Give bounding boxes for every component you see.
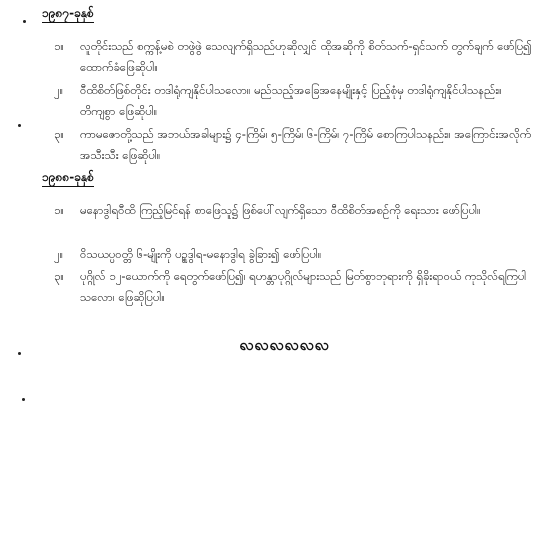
end-ornament: ꩮꩮꩮꩮꩮꩮ	[239, 336, 331, 354]
question-text: မနောဒွါရဝီထိ ကြည့်မြင်ရန် စာဖြေသူ၌ ဖြစ်ပေါ်လျက်ရှိသော ဝီထိစိတ်အစဉ်ကို ရေးသား ဖော်ပြပါ။	[80, 203, 481, 217]
section-year-heading: ၁၉၈၈-ခုနှစ်	[42, 170, 94, 187]
question-item	[54, 244, 540, 265]
margin-dot	[23, 20, 26, 23]
question-text: ကာမဇောတို့သည် အဘယ်အခါများ၌ ၄-ကြိမ်၊ ၅-ကြိမ်၊ ၆-ကြိမ်၊ ၇-ကြိမ် စောကြပါသနည်း။ အကြောင်းအလိုက် အသီးသီး ဖြေဆိုပါ။	[80, 127, 532, 162]
margin-dot	[22, 398, 25, 401]
question-text: ပုဂ္ဂိုလ် ၁၂-ယောက်ကို ရေတွက်ဖော်ပြ၍၊ ရဟန္တာပုဂ္ဂိုလ်များသည် မြတ်စွာဘုရားကို ရှိခိုးရာဝယ် ကုသိုလ်ရကြပါသလော၊ ဖြေဆိုပြပါ။	[80, 269, 527, 304]
question-number: ၂။	[54, 83, 64, 97]
question-number: ၃။	[54, 127, 64, 141]
question-item	[54, 80, 540, 122]
question-number: ၁။	[54, 39, 64, 53]
question-number: ၁။	[54, 203, 64, 217]
question-item	[54, 124, 540, 166]
question-number: ၃။	[54, 269, 64, 283]
question-item	[54, 266, 540, 308]
margin-dot	[18, 352, 21, 355]
question-text: လူတိုင်းသည် စက္ကန့်မစဲ တဖွဲဖွဲ သေလျက်ရှိသည်ဟုဆိုလျှင် ထိုအဆိုကို စိတ်သက်-ရှင်သက် တွက်ချက် ဖော်ပြ၍ ထောက်ခံဖြေဆိုပါ။	[80, 39, 532, 74]
section-year-heading: ၁၉၈၇-ခုနှစ်	[42, 6, 94, 23]
margin-dot	[18, 124, 21, 127]
question-text: ဝိသယပ္ပဝတ္တိ ၆-မျိုးကို ပဥ္စဒွါရ-မနောဒွါရ ခွဲခြား၍ ဖော်ပြပါ။	[80, 247, 322, 261]
question-text: ဝီထိစိတ်ဖြစ်တိုင်း တဒါရုံကျနိုင်ပါသလော။ မည်သည့်အခြေအနေမျိုးနှင့် ပြည့်စုံမှ တဒါရုံကျနိုင်ပါသနည်း။ တိကျစွာ ဖြေဆိုပါ။	[80, 83, 502, 118]
question-item	[54, 36, 540, 78]
question-item	[54, 200, 540, 221]
question-number: ၂။	[54, 247, 64, 261]
